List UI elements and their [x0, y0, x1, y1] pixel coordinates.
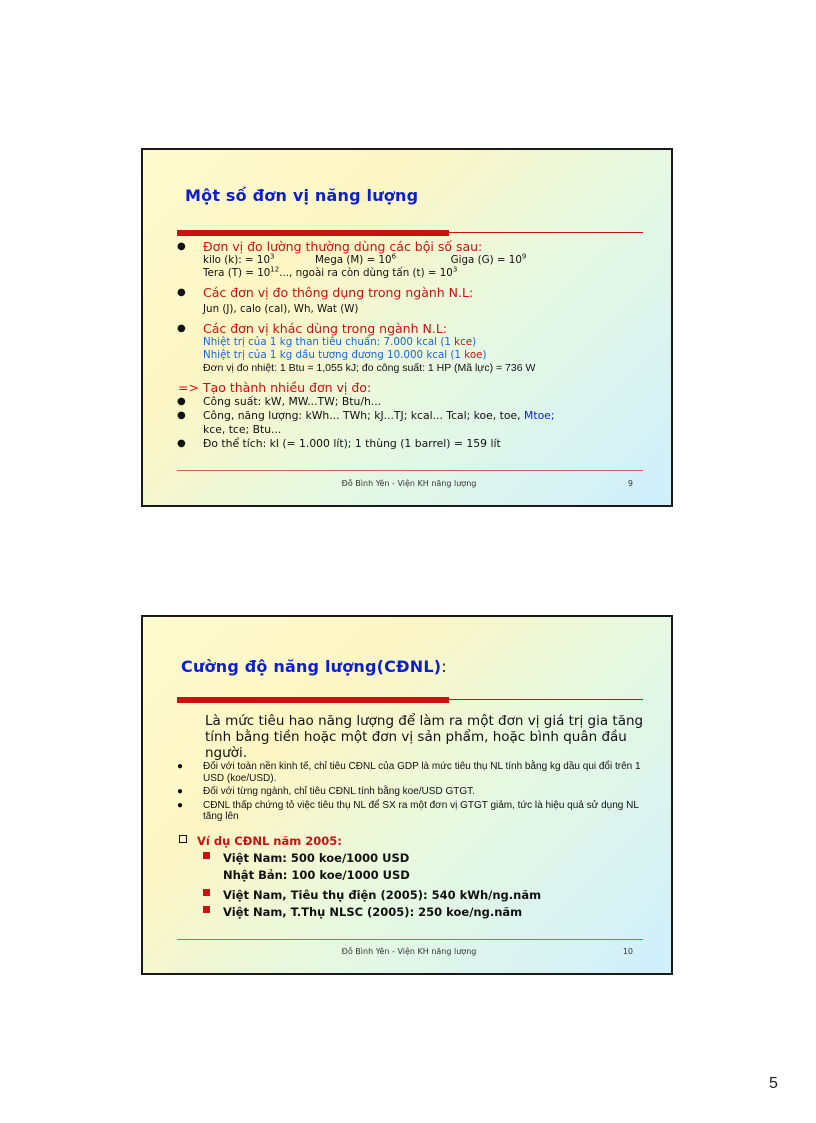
bullet-text: CĐNL thấp chứng tỏ việc tiêu thụ NL để SX ra một đơn vị GTGT giảm, tức là hiệu quả sử dụng NL tăng lên — [203, 799, 639, 822]
footer-divider — [177, 939, 643, 940]
bullet-heading: Đơn vị đo lường thường dùng các bội số sau: — [203, 239, 483, 254]
bullet-heading: Các đơn vị khác dùng trong ngành N.L: — [203, 321, 447, 336]
giga-exp: 9 — [521, 252, 527, 261]
units-line: Jun (J), calo (cal), Wh, Wat (W) — [203, 303, 359, 315]
koe-line — [175, 349, 645, 362]
example-text: Việt Nam, T.Thụ NLSC (2005): 250 koe/ng.năm — [223, 904, 523, 919]
bullet-item — [175, 321, 645, 336]
slide-content — [175, 239, 645, 451]
slide-number: 9 — [627, 479, 633, 488]
tonne-exp: 3 — [452, 265, 458, 274]
footer-divider — [177, 470, 643, 471]
slide-title-text: Cường độ năng lượng(CĐNL) — [181, 657, 442, 676]
example-item — [175, 849, 645, 866]
koe-close: ) — [482, 349, 487, 361]
koe-text: Nhiệt trị của 1 kg dầu tương đương 10.000 kcal (1 — [203, 349, 465, 361]
giga-text: Giga (G) = 10 — [450, 254, 522, 266]
volume-units: Đo thể tích: kl (= 1.000 lít); 1 thùng (1 barrel) = 159 lít — [203, 437, 501, 450]
bullet-item — [175, 786, 645, 798]
example-heading-text: Ví dụ CĐNL năm 2005: — [197, 833, 342, 848]
bullet-icon: ● — [177, 287, 186, 298]
bullet-icon: ● — [177, 799, 184, 811]
arrow-heading: => Tạo thành nhiều đơn vị đo: — [178, 380, 372, 395]
slide-9 — [141, 148, 673, 507]
multiplier-line — [175, 267, 645, 280]
title-colon: : — [441, 657, 447, 676]
bullet-icon: ● — [177, 761, 184, 772]
example-heading — [175, 832, 645, 849]
bullet-item — [175, 395, 645, 409]
example-text: Việt Nam: 500 koe/1000 USD — [223, 850, 410, 865]
slide-title — [181, 657, 447, 676]
bullet-icon: ● — [177, 396, 186, 407]
slide-10 — [141, 615, 673, 975]
square-bullet-icon — [179, 835, 187, 843]
tera-text: Tera (T) = 10 — [203, 267, 271, 279]
bullet-item — [175, 437, 645, 451]
slide-footer: Đỗ Bình Yên - Viện KH năng lượng — [341, 479, 477, 488]
bullet-icon: ● — [177, 410, 186, 421]
mtoe-unit: Mtoe; — [524, 409, 555, 422]
energy-units: Công, năng lượng: kWh... TWh; kJ...TJ; kcal... Tcal; koe, toe, — [203, 409, 525, 422]
kce-unit: kce — [454, 336, 473, 348]
bullet-item — [175, 800, 645, 823]
bullet-item — [175, 409, 645, 437]
bullet-icon: ● — [177, 323, 186, 334]
square-bullet-icon — [203, 852, 210, 859]
bullet-icon: ● — [177, 786, 184, 797]
slide-title: Một số đơn vị năng lượng — [185, 186, 419, 205]
example-text: Việt Nam, Tiêu thụ điện (2005): 540 kWh/ng.năm — [223, 887, 542, 902]
example-item — [175, 903, 645, 920]
tonne-text: ..., ngoài ra còn dùng tấn (t) = 10 — [279, 267, 453, 279]
kilo-exp: 3 — [270, 252, 275, 261]
kce-line — [175, 336, 645, 349]
tera-exp: 12 — [270, 265, 280, 274]
example-item — [175, 866, 645, 883]
slide-number: 10 — [622, 947, 633, 956]
power-units: Công suất: kW, MW...TW; Btu/h... — [203, 395, 382, 408]
slide-footer: Đỗ Bình Yên - Viện KH năng lượng — [341, 947, 477, 956]
bullet-item — [175, 285, 645, 300]
koe-unit: koe — [464, 349, 483, 361]
slide-content — [175, 713, 645, 920]
title-underline — [177, 230, 643, 236]
square-bullet-icon — [203, 889, 210, 896]
example-item — [175, 886, 645, 903]
bullet-icon: ● — [177, 438, 186, 449]
kilo-text: kilo (k): = 10 — [203, 254, 271, 266]
bullet-item — [175, 761, 645, 784]
square-bullet-icon — [203, 906, 210, 913]
mega-exp: 6 — [391, 252, 397, 261]
bullet-text: Đối với từng ngành, chỉ tiêu CĐNL tính bằng koe/USD GTGT. — [203, 786, 475, 797]
bullet-heading: Các đơn vị đo thông dụng trong ngành N.L: — [203, 285, 474, 300]
page-number: 5 — [769, 1075, 778, 1092]
title-underline — [177, 697, 643, 703]
bullet-text: Đối với toàn nền kinh tế, chỉ tiêu CĐNL của GDP là mức tiêu thụ NL tính bằng kg dầu qui đổi trên 1 USD (koe/USD). — [203, 761, 641, 784]
kce-close: ) — [472, 336, 477, 348]
bullet-item — [175, 239, 645, 254]
definition-text: Là mức tiêu hao năng lượng để làm ra một đơn vị giá trị gia tăng tính bằng tiền hoặc một đơn vị sản phẩm, hoặc bình quân đầu người. — [205, 713, 644, 761]
example-text: Nhật Bản: 100 koe/1000 USD — [223, 867, 410, 882]
bullet-icon: ● — [177, 241, 186, 252]
mega-text: Mega (M) = 10 — [315, 254, 392, 266]
btu-line: Đơn vị đo nhiệt: 1 Btu = 1,055 kJ; đo công suất: 1 HP (Mã lực) = 736 W — [203, 362, 536, 374]
energy-units-cont: kce, tce; Btu... — [203, 423, 282, 436]
multiplier-line — [175, 254, 645, 267]
kce-text: Nhiệt trị của 1 kg than tiêu chuẩn: 7.000 kcal (1 — [203, 336, 455, 348]
